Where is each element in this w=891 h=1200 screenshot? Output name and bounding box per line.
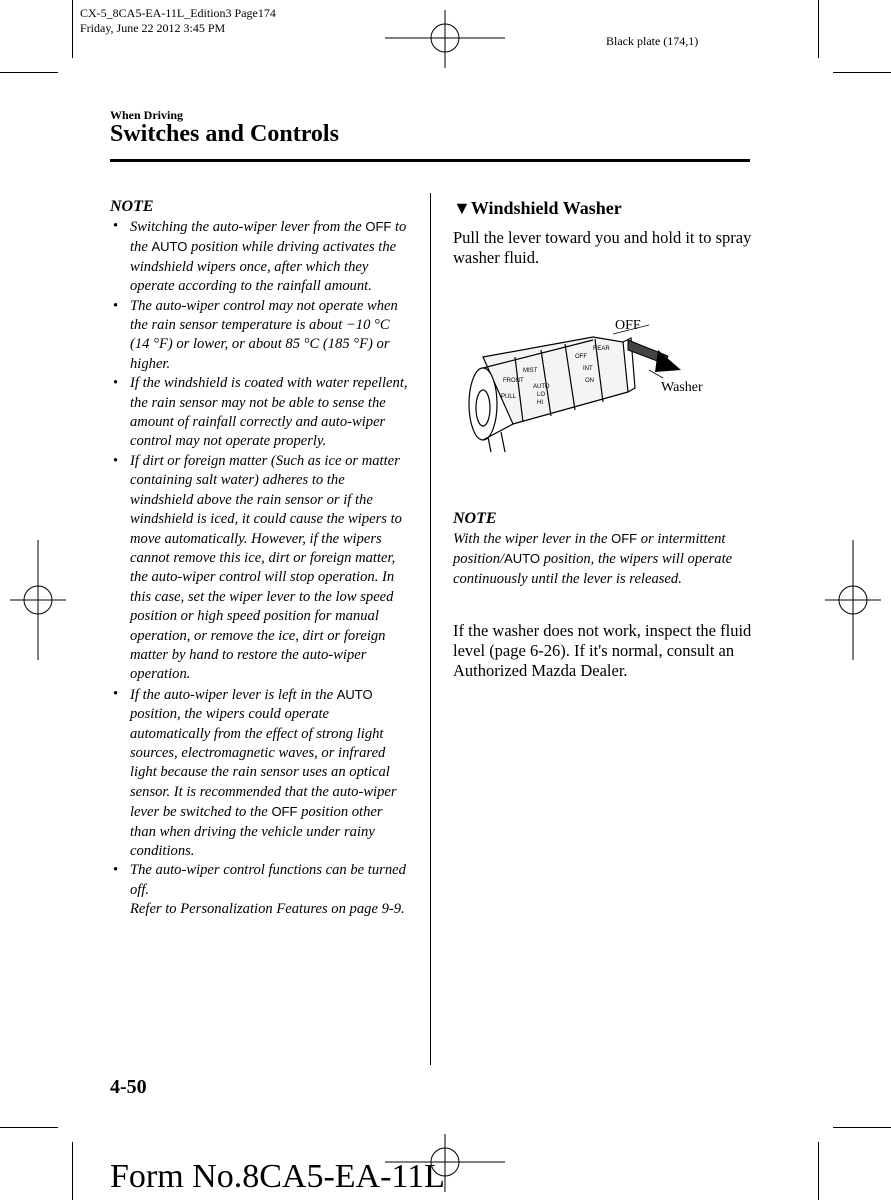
left-note	[110, 197, 410, 920]
list-item	[110, 217, 410, 297]
note-text: position other than when driving the vehicle under rainy conditions.	[130, 804, 383, 859]
keyword-auto: AUTO	[336, 686, 373, 702]
list-item: • If dirt or foreign matter (Such as ice or matter containing salt water) adheres to the windshield above the rain sensor or if the windshield is iced, it could cause the wipers to move automatically. However, if the wipers cannot remove this ice, dirt or foreign matter, the auto-wiper control will stop operation. In this case, set the wiper lever to the low speed position or high speed position for manual operation, or remove the ice, dirt or foreign matter by hand to restore the auto-wiper operation.	[110, 452, 410, 685]
note-list	[110, 217, 410, 920]
note-text: position, the wipers could operate automatically from the effect of strong light sources, electromagnetic waves, or infrared light because the rain sensor uses an optical sensor. It is recommended that the auto-wiper lever be switched to the	[130, 706, 397, 821]
lever-mark: PULL	[501, 394, 517, 400]
note-heading: NOTE	[110, 198, 154, 215]
print-header-date: Friday, June 22 2012 3:45 PM	[80, 21, 226, 35]
note-reference: Refer to Personalization Features on page 9-9.	[130, 901, 405, 918]
washer-intro: Pull the lever toward you and hold it to spray washer fluid.	[453, 228, 752, 267]
page-title: Switches and Controls	[110, 121, 339, 147]
note-text: Switching the auto-wiper lever from the	[130, 219, 366, 235]
lever-mark: FRONT	[503, 378, 524, 384]
list-item	[110, 861, 410, 919]
form-number: Form No.8CA5-EA-11L	[110, 1158, 445, 1195]
title-rule	[110, 159, 750, 162]
note-heading: NOTE	[453, 510, 497, 527]
keyword-off: OFF	[611, 531, 638, 546]
figure-label-washer: Washer	[661, 380, 703, 395]
subsection-title: Windshield Washer	[470, 198, 622, 218]
note-text: • The auto-wiper control functions can be turned off.	[130, 862, 406, 898]
section-label: When Driving	[110, 108, 184, 122]
note-text: position while driving activates the windshield wipers once, after which they operate according to the rainfall amount.	[130, 239, 397, 295]
arrow-head-icon	[655, 350, 681, 372]
note-text: If the auto-wiper lever is left in the	[130, 686, 337, 703]
lever-mark: HI	[537, 400, 543, 406]
print-header-file: CX-5_8CA5-EA-11L_Edition3 Page174	[80, 6, 276, 20]
washer-note	[453, 509, 753, 589]
lever-mark: LO	[537, 392, 546, 398]
figure-label-off: OFF	[615, 318, 641, 333]
list-item: • The auto-wiper control may not operate when the rain sensor temperature is about −10 °C (14 °F) or lower, or about 85 °C (185 °F) or higher.	[110, 297, 410, 375]
lever-mark: MIST	[523, 368, 538, 374]
page-number: 4-50	[110, 1076, 147, 1098]
note-text: position, the wipers will operate continuously until the lever is released.	[453, 551, 733, 587]
keyword-auto: AUTO	[151, 239, 188, 255]
list-item	[110, 685, 410, 862]
wiper-lever-illustration	[453, 312, 743, 457]
plate-label: Black plate (174,1)	[606, 34, 699, 48]
list-item: • If the windshield is coated with water repellent, the rain sensor may not be able to sense the amount of rainfall correctly and auto-wiper control may not operate properly.	[110, 374, 410, 452]
washer-paragraph: If the washer does not work, inspect the fluid level (page 6-26). If it's normal, consult an Authorized Mazda Dealer.	[453, 621, 752, 680]
keyword-off: OFF	[365, 219, 392, 234]
note-text: or intermittent position/	[453, 531, 726, 568]
washer-section	[453, 196, 753, 268]
lever-mark: AUTO	[533, 384, 550, 390]
note-text: to the	[130, 219, 407, 256]
column-divider	[430, 193, 431, 1065]
note-text	[453, 529, 753, 589]
lever-mark: REAR	[593, 346, 610, 352]
subsection-heading	[453, 196, 753, 220]
note-text: With the wiper lever in the	[453, 531, 612, 547]
keyword-off: OFF	[271, 804, 298, 820]
lever-mark: INT	[583, 366, 593, 372]
lever-mark: OFF	[575, 354, 587, 360]
lever-mark: ON	[585, 378, 594, 384]
keyword-auto: AUTO	[504, 551, 540, 567]
triangle-marker-icon: ▼	[453, 198, 471, 218]
